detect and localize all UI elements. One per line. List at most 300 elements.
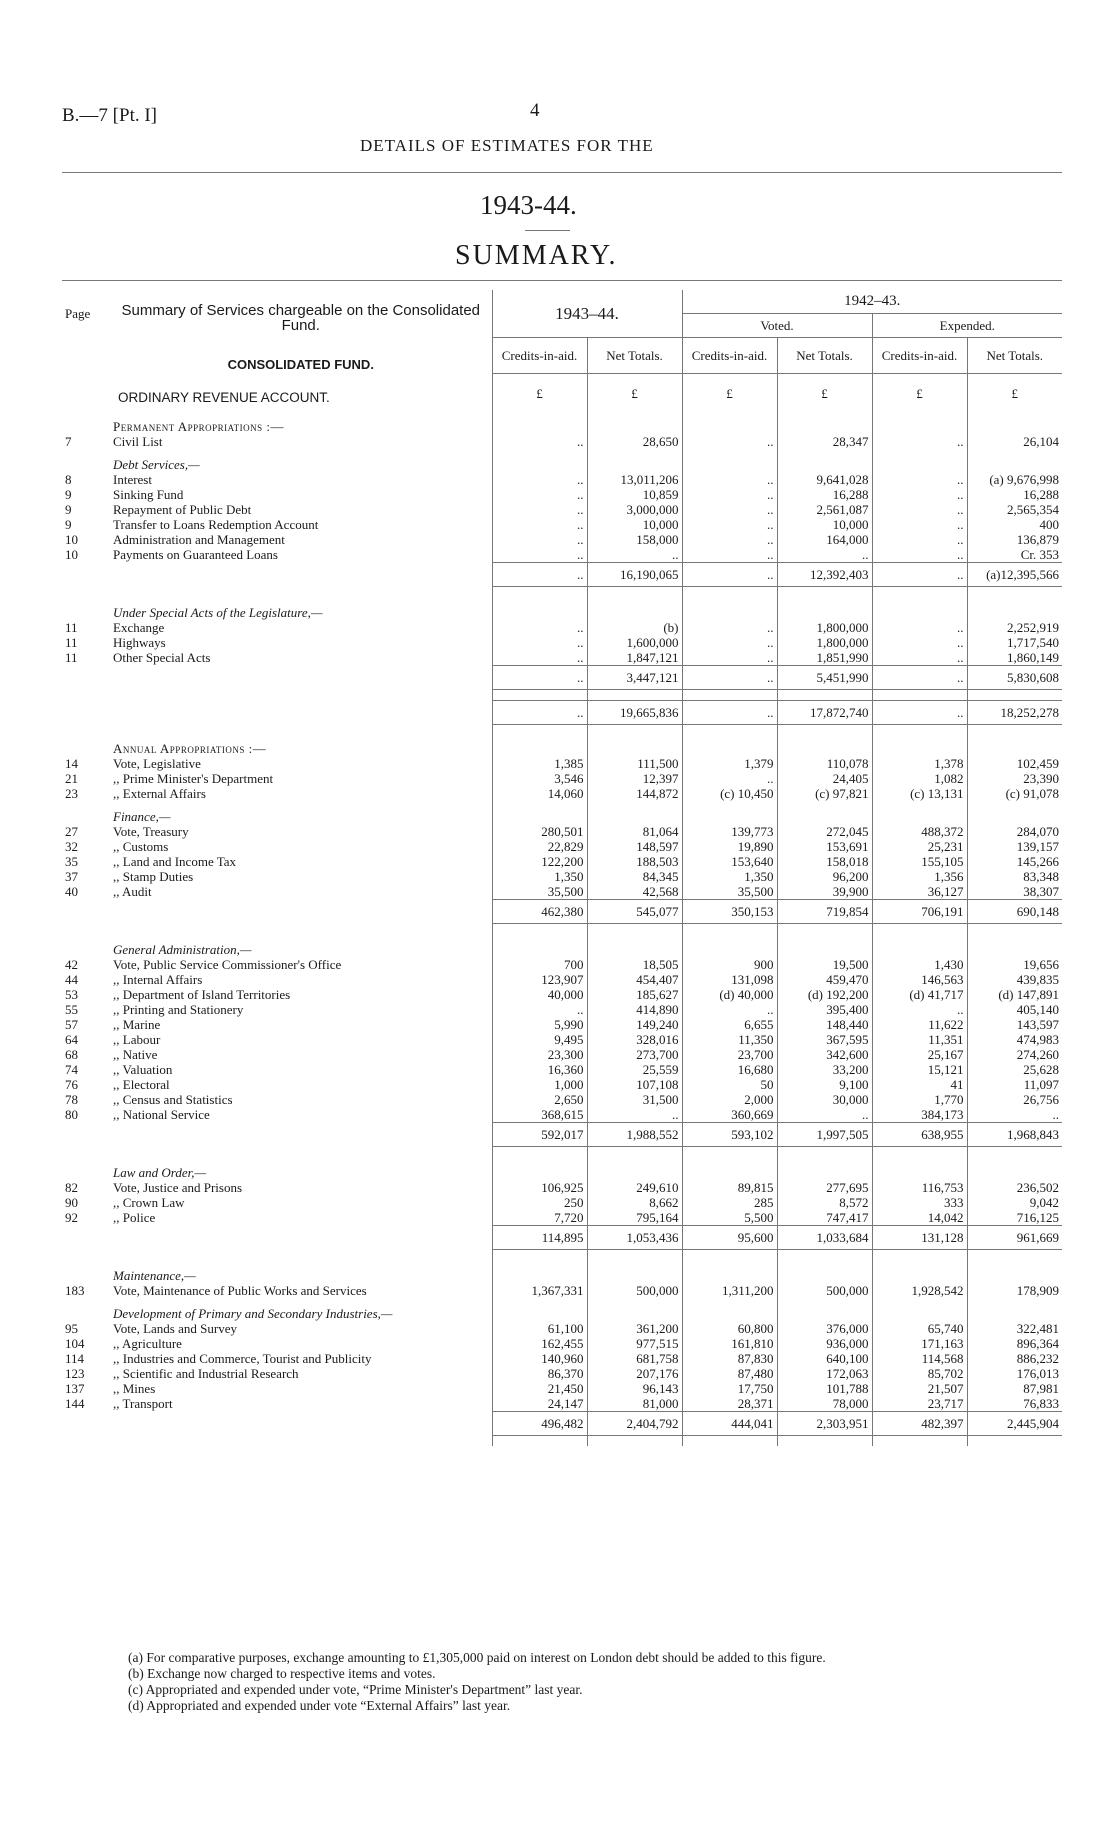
- row-value-col-2: 795,164: [587, 1210, 682, 1226]
- row-value-col-3: 35,500: [682, 884, 777, 900]
- row-value-col-3: ..: [682, 487, 777, 502]
- row-page-ref: 80: [65, 1106, 78, 1122]
- row-description: [110, 1411, 492, 1435]
- row-value-col-3: 360,669: [682, 1107, 777, 1123]
- row-value-col-1: 140,960: [492, 1351, 587, 1366]
- row-value-col-6: 274,260: [967, 1047, 1062, 1062]
- row-page-ref: [62, 1157, 110, 1180]
- row-description: Maintenance,—: [113, 1267, 196, 1283]
- row-page-ref: 10: [65, 546, 78, 562]
- row-value-col-5: 1,770: [872, 1092, 967, 1107]
- row-value-col-4: 39,900: [777, 884, 872, 900]
- row-spacer: [62, 586, 1062, 597]
- row-value-col-4: [777, 1298, 872, 1321]
- row-page-ref: 55: [65, 1001, 78, 1017]
- section-heading-row: [62, 735, 1062, 756]
- row-value-col-1: 106,925: [492, 1180, 587, 1195]
- row-value-col-1: [492, 735, 587, 756]
- row-value-col-3: [682, 934, 777, 957]
- row-value-col-3: 17,750: [682, 1381, 777, 1396]
- row-value-col-4: 17,872,740: [777, 700, 872, 724]
- row-value-col-1: 700: [492, 957, 587, 972]
- row-value-col-2: 3,447,121: [587, 665, 682, 689]
- row-value-col-3: 50: [682, 1077, 777, 1092]
- row-value-col-6: 2,445,904: [967, 1411, 1062, 1435]
- row-value-col-5: [872, 1260, 967, 1283]
- row-page-ref: 68: [65, 1046, 78, 1062]
- row-description: ,, Electoral: [113, 1076, 170, 1092]
- row-value-col-4: 164,000: [777, 532, 872, 547]
- row-page-ref: [62, 801, 110, 824]
- row-value-col-2: [587, 1298, 682, 1321]
- row-description: Sinking Fund: [113, 486, 184, 502]
- row-page-ref: 92: [65, 1209, 78, 1225]
- row-value-col-1: 7,720: [492, 1210, 587, 1226]
- row-value-col-3: ..: [682, 771, 777, 786]
- row-description: ,, Transport: [113, 1395, 173, 1411]
- row-value-col-1: ..: [492, 487, 587, 502]
- row-page-ref: 40: [65, 883, 78, 899]
- row-value-col-1: [492, 1157, 587, 1180]
- table-row: [62, 1180, 1062, 1195]
- row-value-col-6: 1,860,149: [967, 650, 1062, 666]
- row-value-col-5: 384,173: [872, 1107, 967, 1123]
- row-value-col-2: 10,859: [587, 487, 682, 502]
- row-value-col-2: 273,700: [587, 1047, 682, 1062]
- row-value-col-2: 12,397: [587, 771, 682, 786]
- section-heading-row: [62, 413, 1062, 434]
- row-value-col-6: [967, 597, 1062, 620]
- row-value-col-1: 114,895: [492, 1225, 587, 1249]
- row-page-ref: [62, 735, 110, 756]
- row-value-col-6: 139,157: [967, 839, 1062, 854]
- row-value-col-6: 87,981: [967, 1381, 1062, 1396]
- row-value-col-2: (b): [587, 620, 682, 635]
- row-value-col-4: 2,303,951: [777, 1411, 872, 1435]
- row-value-col-5: 1,356: [872, 869, 967, 884]
- table-row: [62, 756, 1062, 771]
- row-value-col-1: ..: [492, 650, 587, 666]
- table-top-rule: [62, 280, 1062, 281]
- footnotes: [128, 1650, 1028, 1714]
- row-value-col-4: 110,078: [777, 756, 872, 771]
- currency-4: £: [777, 374, 872, 413]
- row-page-ref: 7: [65, 433, 72, 449]
- row-value-col-1: [492, 801, 587, 824]
- row-value-col-1: ..: [492, 532, 587, 547]
- row-value-col-4: (d) 192,200: [777, 987, 872, 1002]
- row-value-col-4: 936,000: [777, 1336, 872, 1351]
- row-description: ,, Mines: [113, 1380, 156, 1396]
- row-value-col-6: 178,909: [967, 1283, 1062, 1298]
- row-value-col-6: (d) 147,891: [967, 987, 1062, 1002]
- row-page-ref: 10: [65, 531, 78, 547]
- row-page-ref: 114: [65, 1350, 85, 1366]
- row-value-col-4: ..: [777, 547, 872, 563]
- row-page-ref: 9: [65, 501, 72, 517]
- row-value-col-5: ..: [872, 434, 967, 449]
- row-value-col-4: ..: [777, 1107, 872, 1123]
- row-description: [110, 1225, 492, 1249]
- row-value-col-1: ..: [492, 1002, 587, 1017]
- row-value-col-6: 405,140: [967, 1002, 1062, 1017]
- row-description: ,, Native: [113, 1046, 158, 1062]
- row-value-col-5: ..: [872, 700, 967, 724]
- row-value-col-2: 500,000: [587, 1283, 682, 1298]
- row-page-ref: 37: [65, 868, 78, 884]
- row-value-col-4: 395,400: [777, 1002, 872, 1017]
- row-description: ,, Customs: [113, 838, 169, 854]
- subtotal-row: [62, 899, 1062, 923]
- row-value-col-1: 21,450: [492, 1381, 587, 1396]
- row-value-col-3: 19,890: [682, 839, 777, 854]
- page-number: 4: [530, 100, 540, 121]
- row-value-col-4: 1,851,990: [777, 650, 872, 666]
- section-heading-row: [62, 449, 1062, 472]
- row-value-col-1: 86,370: [492, 1366, 587, 1381]
- row-value-col-4: 342,600: [777, 1047, 872, 1062]
- table-row: [62, 1283, 1062, 1298]
- row-description: ,, Audit: [113, 883, 152, 899]
- currency-1: £: [492, 374, 587, 413]
- row-value-col-3: 161,810: [682, 1336, 777, 1351]
- row-page-ref: 44: [65, 971, 78, 987]
- row-value-col-5: 21,507: [872, 1381, 967, 1396]
- row-page-ref: 9: [65, 486, 72, 502]
- row-value-col-5: ..: [872, 620, 967, 635]
- table-row: [62, 1077, 1062, 1092]
- row-value-col-1: 496,482: [492, 1411, 587, 1435]
- row-value-col-3: 350,153: [682, 899, 777, 923]
- row-value-col-1: 122,200: [492, 854, 587, 869]
- subtotal-row: [62, 665, 1062, 689]
- row-value-col-4: 747,417: [777, 1210, 872, 1226]
- row-value-col-3: 89,815: [682, 1180, 777, 1195]
- row-value-col-3: (c) 10,450: [682, 786, 777, 801]
- subtotal-row: [62, 1225, 1062, 1249]
- row-value-col-3: ..: [682, 472, 777, 487]
- row-description: [110, 899, 492, 923]
- row-value-col-3: 1,311,200: [682, 1283, 777, 1298]
- row-description: Vote, Treasury: [113, 823, 189, 839]
- row-value-col-3: ..: [682, 434, 777, 449]
- row-value-col-6: 896,364: [967, 1336, 1062, 1351]
- row-value-col-1: 14,060: [492, 786, 587, 801]
- section-heading-row: [62, 1298, 1062, 1321]
- row-value-col-3: 2,000: [682, 1092, 777, 1107]
- row-value-col-5: (d) 41,717: [872, 987, 967, 1002]
- table-row: [62, 987, 1062, 1002]
- row-value-col-1: 22,829: [492, 839, 587, 854]
- row-value-col-4: 272,045: [777, 824, 872, 839]
- row-value-col-4: 78,000: [777, 1396, 872, 1412]
- footnote-d: (d) Appropriated and expended under vote “External Affairs” last year.: [128, 1698, 511, 1713]
- row-spacer: [62, 1435, 1062, 1446]
- section-heading-row: [62, 934, 1062, 957]
- row-value-col-2: 149,240: [587, 1017, 682, 1032]
- row-value-col-5: 131,128: [872, 1225, 967, 1249]
- table-row: [62, 869, 1062, 884]
- row-value-col-1: [492, 449, 587, 472]
- row-value-col-2: 144,872: [587, 786, 682, 801]
- row-value-col-5: ..: [872, 472, 967, 487]
- row-value-col-3: ..: [682, 547, 777, 563]
- row-page-ref: [62, 449, 110, 472]
- row-value-col-2: ..: [587, 1107, 682, 1123]
- row-value-col-1: 1,367,331: [492, 1283, 587, 1298]
- footnote-b: (b) Exchange now charged to respective items and votes.: [128, 1666, 436, 1681]
- table-row: [62, 1062, 1062, 1077]
- row-value-col-1: 250: [492, 1195, 587, 1210]
- table-row: [62, 434, 1062, 449]
- currency-3: £: [682, 374, 777, 413]
- row-value-col-4: 459,470: [777, 972, 872, 987]
- row-page-ref: 144: [65, 1395, 85, 1411]
- row-value-col-2: [587, 735, 682, 756]
- row-value-col-6: [967, 1298, 1062, 1321]
- document-reference: B.—7 [Pt. I]: [62, 105, 157, 126]
- row-value-col-4: 148,440: [777, 1017, 872, 1032]
- row-value-col-5: ..: [872, 487, 967, 502]
- row-value-col-6: 26,756: [967, 1092, 1062, 1107]
- row-value-col-1: 123,907: [492, 972, 587, 987]
- row-value-col-6: 886,232: [967, 1351, 1062, 1366]
- row-page-ref: 11: [65, 649, 78, 665]
- table-row: [62, 1366, 1062, 1381]
- row-value-col-1: 35,500: [492, 884, 587, 900]
- row-description: Payments on Guaranteed Loans: [113, 546, 278, 562]
- col-year-prior: 1942–43.: [682, 290, 1062, 314]
- row-value-col-3: 60,800: [682, 1321, 777, 1336]
- row-value-col-3: 444,041: [682, 1411, 777, 1435]
- row-value-col-1: 40,000: [492, 987, 587, 1002]
- row-value-col-6: [967, 413, 1062, 434]
- row-value-col-4: [777, 449, 872, 472]
- row-value-col-5: (c) 13,131: [872, 786, 967, 801]
- row-value-col-5: 1,928,542: [872, 1283, 967, 1298]
- header-rule: [62, 172, 1062, 173]
- row-value-col-1: ..: [492, 517, 587, 532]
- table-row: [62, 1032, 1062, 1047]
- row-value-col-2: 42,568: [587, 884, 682, 900]
- col-voted: Voted.: [682, 314, 872, 338]
- row-description: Vote, Lands and Survey: [113, 1320, 237, 1336]
- row-value-col-2: 1,600,000: [587, 635, 682, 650]
- row-value-col-3: [682, 1260, 777, 1283]
- row-value-col-2: 1,847,121: [587, 650, 682, 666]
- row-value-col-5: 14,042: [872, 1210, 967, 1226]
- row-value-col-6: 16,288: [967, 487, 1062, 502]
- row-description: ,, Internal Affairs: [113, 971, 203, 987]
- row-value-col-1: [492, 1260, 587, 1283]
- row-value-col-2: 81,064: [587, 824, 682, 839]
- row-value-col-6: (c) 91,078: [967, 786, 1062, 801]
- row-value-col-5: 11,622: [872, 1017, 967, 1032]
- row-value-col-4: [777, 801, 872, 824]
- row-page-ref: 9: [65, 516, 72, 532]
- row-page-ref: 64: [65, 1031, 78, 1047]
- row-value-col-1: [492, 934, 587, 957]
- row-value-col-4: 101,788: [777, 1381, 872, 1396]
- row-value-col-5: [872, 1157, 967, 1180]
- row-value-col-6: Cr. 353: [967, 547, 1062, 563]
- row-page-ref: 11: [65, 634, 78, 650]
- row-value-col-4: 158,018: [777, 854, 872, 869]
- row-description: Annual Appropriations :—: [113, 740, 267, 756]
- row-value-col-3: ..: [682, 635, 777, 650]
- estimate-year: 1943-44.: [480, 190, 577, 220]
- row-page-ref: 76: [65, 1076, 78, 1092]
- row-value-col-6: 474,983: [967, 1032, 1062, 1047]
- row-value-col-1: 1,000: [492, 1077, 587, 1092]
- currency-5: £: [872, 374, 967, 413]
- row-value-col-3: (d) 40,000: [682, 987, 777, 1002]
- row-value-col-2: 28,650: [587, 434, 682, 449]
- row-description: Other Special Acts: [113, 649, 211, 665]
- row-value-col-3: 1,379: [682, 756, 777, 771]
- row-spacer: [62, 724, 1062, 735]
- row-value-col-4: 2,561,087: [777, 502, 872, 517]
- row-value-col-5: [872, 735, 967, 756]
- subtotal-row: [62, 1411, 1062, 1435]
- row-value-col-2: 96,143: [587, 1381, 682, 1396]
- table-row: [62, 1107, 1062, 1123]
- row-value-col-3: ..: [682, 665, 777, 689]
- row-value-col-1: 24,147: [492, 1396, 587, 1412]
- footnote-a: (a) For comparative purposes, exchange amounting to £1,305,000 paid on interest on London debt should be added to this figure.: [128, 1650, 826, 1665]
- row-description: ,, Scientific and Industrial Research: [113, 1365, 299, 1381]
- row-value-col-1: 280,501: [492, 824, 587, 839]
- row-value-col-4: 1,033,684: [777, 1225, 872, 1249]
- row-description: ,, Census and Statistics: [113, 1091, 233, 1107]
- row-value-col-3: [682, 449, 777, 472]
- row-value-col-6: 236,502: [967, 1180, 1062, 1195]
- row-value-col-4: 153,691: [777, 839, 872, 854]
- row-value-col-5: 114,568: [872, 1351, 967, 1366]
- row-value-col-2: 328,016: [587, 1032, 682, 1047]
- row-value-col-1: 592,017: [492, 1122, 587, 1146]
- row-value-col-5: ..: [872, 665, 967, 689]
- row-value-col-6: 322,481: [967, 1321, 1062, 1336]
- row-value-col-3: 1,350: [682, 869, 777, 884]
- row-value-col-1: ..: [492, 635, 587, 650]
- row-value-col-5: [872, 597, 967, 620]
- row-value-col-4: 640,100: [777, 1351, 872, 1366]
- page-title: DETAILS OF ESTIMATES FOR THE: [360, 136, 654, 155]
- row-page-ref: [62, 1225, 110, 1249]
- row-value-col-5: 1,430: [872, 957, 967, 972]
- row-description: ,, Agriculture: [113, 1335, 182, 1351]
- row-value-col-5: 11,351: [872, 1032, 967, 1047]
- row-value-col-5: ..: [872, 635, 967, 650]
- row-value-col-3: 900: [682, 957, 777, 972]
- row-value-col-6: 690,148: [967, 899, 1062, 923]
- row-value-col-6: [967, 1260, 1062, 1283]
- row-description: Permanent Appropriations :—: [113, 418, 285, 434]
- row-value-col-3: 95,600: [682, 1225, 777, 1249]
- row-value-col-2: 414,890: [587, 1002, 682, 1017]
- table-row: [62, 884, 1062, 900]
- row-description: ,, National Service: [113, 1106, 210, 1122]
- table-row: [62, 517, 1062, 532]
- row-description: ,, Crown Law: [113, 1194, 185, 1210]
- section-heading-row: [62, 597, 1062, 620]
- subtotal-row: [62, 700, 1062, 724]
- row-value-col-1: 462,380: [492, 899, 587, 923]
- row-value-col-3: ..: [682, 517, 777, 532]
- row-value-col-4: 16,288: [777, 487, 872, 502]
- row-description: Civil List: [113, 433, 163, 449]
- row-value-col-2: 13,011,206: [587, 472, 682, 487]
- row-description: ,, Department of Island Territories: [113, 986, 291, 1002]
- row-value-col-2: 8,662: [587, 1195, 682, 1210]
- row-value-col-1: ..: [492, 472, 587, 487]
- row-value-col-2: ..: [587, 547, 682, 563]
- row-value-col-6: 76,833: [967, 1396, 1062, 1412]
- row-value-col-5: 41: [872, 1077, 967, 1092]
- row-spacer: [62, 1146, 1062, 1157]
- row-value-col-2: 249,610: [587, 1180, 682, 1195]
- table-row: [62, 1002, 1062, 1017]
- row-value-col-3: 593,102: [682, 1122, 777, 1146]
- row-value-col-4: 96,200: [777, 869, 872, 884]
- row-value-col-1: [492, 1298, 587, 1321]
- row-value-col-4: [777, 413, 872, 434]
- row-value-col-6: 439,835: [967, 972, 1062, 987]
- row-value-col-6: 2,565,354: [967, 502, 1062, 517]
- row-value-col-2: 681,758: [587, 1351, 682, 1366]
- row-value-col-1: 1,385: [492, 756, 587, 771]
- table-row: [62, 824, 1062, 839]
- table-row: [62, 620, 1062, 635]
- row-value-col-3: 5,500: [682, 1210, 777, 1226]
- row-description: ,, Printing and Stationery: [113, 1001, 244, 1017]
- row-description: Vote, Maintenance of Public Works and Services: [113, 1282, 367, 1298]
- row-value-col-2: 111,500: [587, 756, 682, 771]
- row-value-col-3: 139,773: [682, 824, 777, 839]
- row-value-col-6: 400: [967, 517, 1062, 532]
- row-value-col-6: 18,252,278: [967, 700, 1062, 724]
- row-value-col-2: 977,515: [587, 1336, 682, 1351]
- section-heading-row: [62, 1260, 1062, 1283]
- row-value-col-6: [967, 1157, 1062, 1180]
- subtotal-row: [62, 562, 1062, 586]
- row-value-col-2: 19,665,836: [587, 700, 682, 724]
- row-value-col-2: [587, 449, 682, 472]
- row-value-col-3: 23,700: [682, 1047, 777, 1062]
- row-page-ref: [62, 1260, 110, 1283]
- row-value-col-6: 23,390: [967, 771, 1062, 786]
- row-value-col-1: 9,495: [492, 1032, 587, 1047]
- row-value-col-2: [587, 413, 682, 434]
- row-value-col-4: 1,997,505: [777, 1122, 872, 1146]
- row-page-ref: 35: [65, 853, 78, 869]
- row-value-col-6: 38,307: [967, 884, 1062, 900]
- row-value-col-4: 19,500: [777, 957, 872, 972]
- row-description: Administration and Management: [113, 531, 285, 547]
- row-value-col-4: 9,100: [777, 1077, 872, 1092]
- row-page-ref: 53: [65, 986, 78, 1002]
- row-value-col-4: 33,200: [777, 1062, 872, 1077]
- row-value-col-6: 284,070: [967, 824, 1062, 839]
- row-page-ref: 183: [65, 1282, 85, 1298]
- row-value-col-6: 25,628: [967, 1062, 1062, 1077]
- row-description: ,, Land and Income Tax: [113, 853, 237, 869]
- section-title: SUMMARY.: [455, 240, 618, 271]
- row-spacer: [62, 689, 1062, 700]
- col-credits-1: Credits-in-aid.: [492, 338, 587, 374]
- row-value-col-5: 155,105: [872, 854, 967, 869]
